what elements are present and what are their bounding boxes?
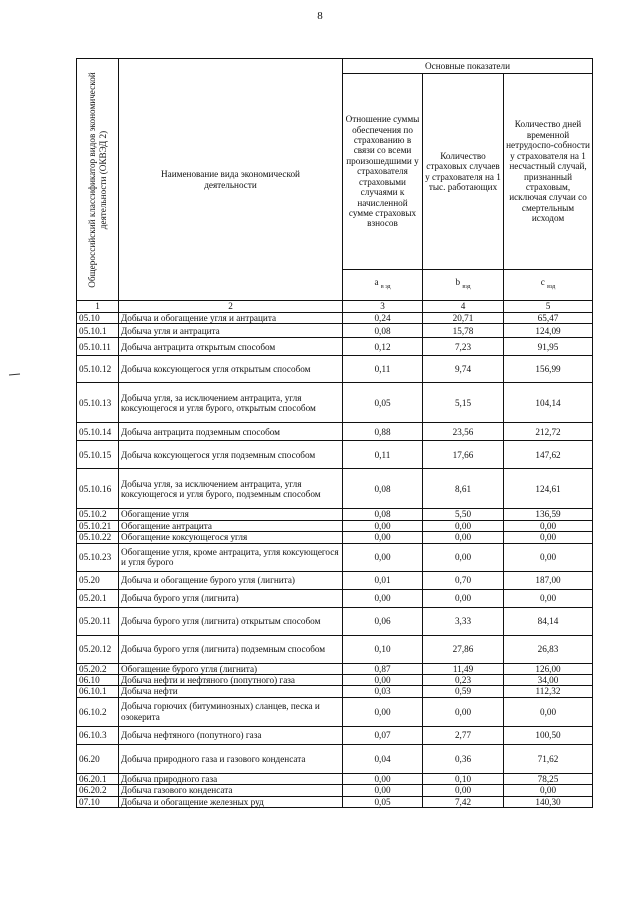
value-c: 26,83 — [504, 635, 593, 663]
indicators-table — [76, 58, 593, 808]
value-c: 34,00 — [504, 675, 593, 686]
table-row — [77, 324, 593, 338]
value-c: 147,62 — [504, 441, 593, 469]
value-c: 0,00 — [504, 697, 593, 726]
value-a: 0,00 — [343, 785, 423, 796]
okved-code: 05.10.12 — [77, 356, 119, 383]
value-a: 0,10 — [343, 635, 423, 663]
activity-name: Добыча коксующегося угля подземным способом — [119, 441, 343, 469]
value-a: 0,07 — [343, 726, 423, 744]
activity-name: Добыча и обогащение бурого угля (лигнита) — [119, 571, 343, 589]
value-b: 11,49 — [423, 663, 504, 674]
value-b: 5,50 — [423, 509, 504, 520]
header-okved-label: Общероссийский классификатор видов экономической деятельности (ОКВЭД 2) — [86, 71, 108, 288]
header-okved — [77, 59, 119, 301]
value-b: 17,66 — [423, 441, 504, 469]
activity-name: Добыча антрацита открытым способом — [119, 338, 343, 356]
header-letter-c — [504, 270, 593, 301]
okved-code: 05.10.1 — [77, 324, 119, 338]
okved-code: 05.10.2 — [77, 509, 119, 520]
value-a: 0,08 — [343, 469, 423, 509]
table-row — [77, 635, 593, 663]
value-b: 0,00 — [423, 520, 504, 531]
value-c: 78,25 — [504, 773, 593, 784]
value-b: 0,00 — [423, 697, 504, 726]
value-c: 0,00 — [504, 589, 593, 607]
value-a: 0,00 — [343, 697, 423, 726]
header-main-indicators: Основные показатели — [343, 59, 593, 74]
activity-name: Обогащение бурого угля (лигнита) — [119, 663, 343, 674]
okved-code: 06.20 — [77, 744, 119, 773]
value-b: 0,23 — [423, 675, 504, 686]
column-number: 5 — [504, 301, 593, 313]
header-activity — [119, 59, 343, 301]
value-b: 0,00 — [423, 785, 504, 796]
table-row — [77, 773, 593, 784]
activity-name: Добыча угля, за исключением антрацита, угля коксующегося и угля бурого, подземным способом — [119, 469, 343, 509]
value-a: 0,00 — [343, 543, 423, 571]
okved-code: 06.10.2 — [77, 697, 119, 726]
value-a: 0,00 — [343, 532, 423, 543]
header-activity-label: Наименование вида экономической деятельности — [161, 169, 300, 190]
letter-a: a — [374, 277, 379, 288]
value-b: 0,70 — [423, 571, 504, 589]
table-row — [77, 520, 593, 531]
okved-code: 05.10 — [77, 313, 119, 324]
table-row — [77, 796, 593, 807]
value-a: 0,05 — [343, 796, 423, 807]
value-b: 0,10 — [423, 773, 504, 784]
okved-code: 06.10 — [77, 675, 119, 686]
value-c: 91,95 — [504, 338, 593, 356]
value-b: 0,36 — [423, 744, 504, 773]
column-number: 3 — [343, 301, 423, 313]
table-row — [77, 441, 593, 469]
activity-name: Добыча газового конденсата — [119, 785, 343, 796]
value-a: 0,00 — [343, 520, 423, 531]
value-b: 0,59 — [423, 686, 504, 697]
value-b: 0,00 — [423, 543, 504, 571]
table-row — [77, 338, 593, 356]
table-row — [77, 571, 593, 589]
table-row — [77, 726, 593, 744]
activity-name: Добыча бурого угля (лигнита) открытым способом — [119, 607, 343, 635]
okved-code: 05.20.11 — [77, 607, 119, 635]
scan-artifact-mark — [8, 372, 22, 378]
value-a: 0,00 — [343, 675, 423, 686]
value-c: 124,09 — [504, 324, 593, 338]
okved-code: 05.10.14 — [77, 423, 119, 441]
letter-b: b — [455, 277, 461, 288]
column-number: 1 — [77, 301, 119, 313]
activity-name: Добыча угля и антрацита — [119, 324, 343, 338]
letter-c: c — [540, 277, 545, 288]
table-row — [77, 509, 593, 520]
value-b: 0,00 — [423, 589, 504, 607]
table-row — [77, 785, 593, 796]
activity-name: Обогащение коксующегося угля — [119, 532, 343, 543]
okved-code: 05.10.21 — [77, 520, 119, 531]
header-letter-b — [423, 270, 504, 301]
value-b: 2,77 — [423, 726, 504, 744]
value-c: 0,00 — [504, 543, 593, 571]
okved-code: 05.20 — [77, 571, 119, 589]
table-row — [77, 383, 593, 423]
activity-name: Добыча и обогащение железных руд — [119, 796, 343, 807]
value-b: 23,56 — [423, 423, 504, 441]
value-a: 0,05 — [343, 383, 423, 423]
value-a: 0,03 — [343, 686, 423, 697]
header-col-b: Количество страховых случаев у страхователя на 1 тыс. работающих — [423, 74, 504, 270]
table-row — [77, 744, 593, 773]
value-c: 124,61 — [504, 469, 593, 509]
table-row — [77, 589, 593, 607]
value-c: 187,00 — [504, 571, 593, 589]
value-b: 27,86 — [423, 635, 504, 663]
activity-name: Добыча нефти и нефтяного (попутного) газа — [119, 675, 343, 686]
okved-code: 06.10.3 — [77, 726, 119, 744]
activity-name: Добыча коксующегося угля открытым способом — [119, 356, 343, 383]
header-letter-a — [343, 270, 423, 301]
column-numbers-row — [77, 301, 593, 313]
value-c: 112,32 — [504, 686, 593, 697]
value-b: 15,78 — [423, 324, 504, 338]
value-a: 0,12 — [343, 338, 423, 356]
okved-code: 05.10.15 — [77, 441, 119, 469]
value-c: 65,47 — [504, 313, 593, 324]
value-c: 0,00 — [504, 785, 593, 796]
value-b: 7,42 — [423, 796, 504, 807]
letter-b-sub: вэд — [462, 284, 471, 291]
okved-code: 06.20.1 — [77, 773, 119, 784]
okved-code: 05.20.1 — [77, 589, 119, 607]
value-a: 0,08 — [343, 324, 423, 338]
table-row — [77, 313, 593, 324]
value-b: 3,33 — [423, 607, 504, 635]
activity-name: Добыча горючих (битуминозных) сланцев, песка и озокерита — [119, 697, 343, 726]
value-a: 0,87 — [343, 663, 423, 674]
okved-code: 05.20.12 — [77, 635, 119, 663]
activity-name: Добыча природного газа — [119, 773, 343, 784]
activity-name: Добыча антрацита подземным способом — [119, 423, 343, 441]
activity-name: Добыча бурого угля (лигнита) — [119, 589, 343, 607]
value-a: 0,04 — [343, 744, 423, 773]
okved-code: 05.20.2 — [77, 663, 119, 674]
table-row — [77, 663, 593, 674]
table-row — [77, 543, 593, 571]
value-b: 20,71 — [423, 313, 504, 324]
value-c: 100,50 — [504, 726, 593, 744]
value-a: 0,11 — [343, 356, 423, 383]
okved-code: 05.10.16 — [77, 469, 119, 509]
activity-name: Обогащение угля, кроме антрацита, угля коксующегося и угля бурого — [119, 543, 343, 571]
table-body — [77, 313, 593, 808]
value-b: 5,15 — [423, 383, 504, 423]
letter-c-sub: вэд — [547, 284, 556, 291]
value-b: 0,00 — [423, 532, 504, 543]
activity-name: Добыча и обогащение угля и антрацита — [119, 313, 343, 324]
activity-name: Добыча угля, за исключением антрацита, угля коксующегося и угля бурого, открытым способом — [119, 383, 343, 423]
value-a: 0,11 — [343, 441, 423, 469]
value-a: 0,88 — [343, 423, 423, 441]
okved-code: 05.10.22 — [77, 532, 119, 543]
value-b: 7,23 — [423, 338, 504, 356]
header-col-c: Количество дней временной нетрудоспо-собности у страхователя на 1 несчастный случай, признанный страховым, исключая случаи со смертельным исходом — [504, 74, 593, 270]
okved-code: 05.10.11 — [77, 338, 119, 356]
value-b: 9,74 — [423, 356, 504, 383]
table-row — [77, 532, 593, 543]
value-a: 0,08 — [343, 509, 423, 520]
page-number: 8 — [317, 10, 323, 22]
value-c: 71,62 — [504, 744, 593, 773]
letter-a-sub: в эд — [380, 284, 391, 291]
value-c: 84,14 — [504, 607, 593, 635]
activity-name: Добыча нефти — [119, 686, 343, 697]
value-b: 8,61 — [423, 469, 504, 509]
value-a: 0,06 — [343, 607, 423, 635]
value-a: 0,00 — [343, 589, 423, 607]
okved-code: 06.10.1 — [77, 686, 119, 697]
value-c: 0,00 — [504, 532, 593, 543]
column-number: 2 — [119, 301, 343, 313]
value-c: 136,59 — [504, 509, 593, 520]
value-a: 0,24 — [343, 313, 423, 324]
value-c: 104,14 — [504, 383, 593, 423]
value-c: 0,00 — [504, 520, 593, 531]
table-row — [77, 697, 593, 726]
value-c: 156,99 — [504, 356, 593, 383]
header-col-a: Отношение суммы обеспечения по страхованию в связи со всеми произошедшими у страхователя страховыми случаями к начисленной сумме страховых взносов — [343, 74, 423, 270]
column-number: 4 — [423, 301, 504, 313]
okved-code: 06.20.2 — [77, 785, 119, 796]
value-c: 212,72 — [504, 423, 593, 441]
value-c: 126,00 — [504, 663, 593, 674]
table-row — [77, 607, 593, 635]
activity-name: Обогащение антрацита — [119, 520, 343, 531]
okved-code: 05.10.13 — [77, 383, 119, 423]
okved-code: 05.10.23 — [77, 543, 119, 571]
value-c: 140,30 — [504, 796, 593, 807]
activity-name: Добыча природного газа и газового конденсата — [119, 744, 343, 773]
activity-name: Добыча бурого угля (лигнита) подземным способом — [119, 635, 343, 663]
value-a: 0,01 — [343, 571, 423, 589]
activity-name: Обогащение угля — [119, 509, 343, 520]
table-row — [77, 686, 593, 697]
table-row — [77, 356, 593, 383]
table-row — [77, 469, 593, 509]
okved-code: 07.10 — [77, 796, 119, 807]
table-row — [77, 423, 593, 441]
activity-name: Добыча нефтяного (попутного) газа — [119, 726, 343, 744]
table-row — [77, 675, 593, 686]
value-a: 0,00 — [343, 773, 423, 784]
